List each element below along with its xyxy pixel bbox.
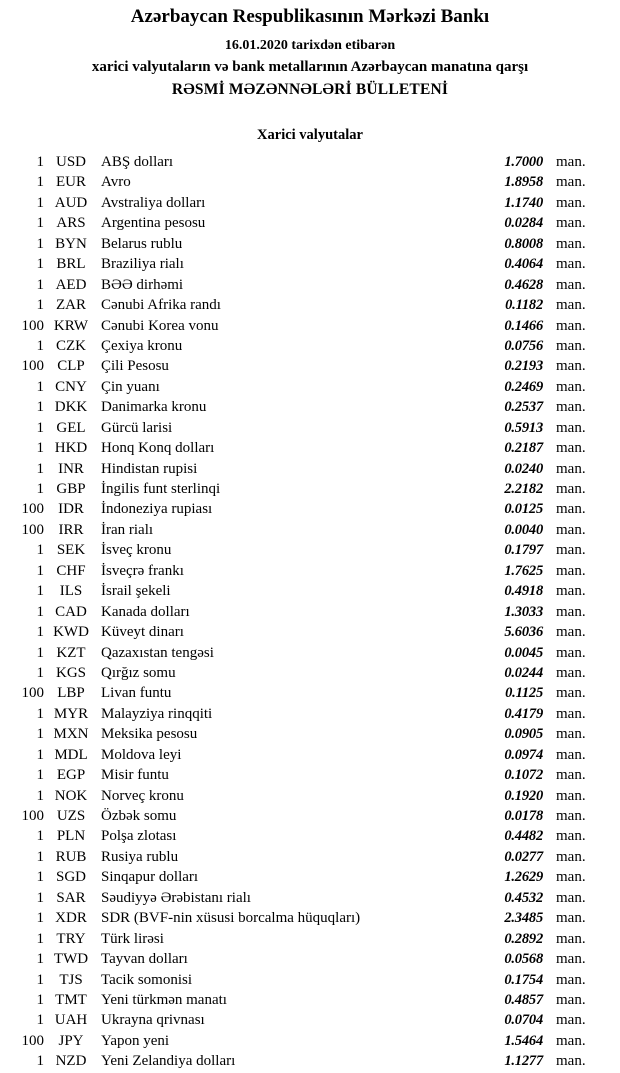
rate-value: 1.8958: [504, 174, 543, 191]
rate-quantity: 1: [36, 664, 44, 681]
rate-quantity: 1: [36, 869, 44, 886]
currency-name: Yapon yeni: [101, 1032, 170, 1049]
currency-name: Yeni türkmən manatı: [101, 991, 227, 1008]
currency-code: BRL: [56, 256, 86, 273]
rate-unit: man.: [556, 276, 586, 293]
currency-code: CLP: [57, 358, 85, 375]
rate-row: [0, 1010, 592, 1030]
currency-name: Çin yuanı: [101, 378, 160, 395]
currency-code: JPY: [58, 1032, 84, 1049]
rate-unit: man.: [556, 542, 586, 559]
rate-unit: man.: [556, 767, 586, 784]
rate-value: 0.4857: [504, 991, 543, 1008]
rate-value: 1.5464: [504, 1032, 543, 1049]
rates-table: [0, 152, 620, 1072]
currency-name: Avstraliya dolları: [101, 194, 206, 211]
rate-value: 0.4918: [504, 583, 543, 600]
rate-row: [0, 602, 592, 622]
rate-value: 0.0756: [504, 337, 543, 354]
bulletin-title: RƏSMİ MƏZƏNNƏLƏRİ BÜLLETENİ: [171, 81, 449, 98]
rate-quantity: 100: [21, 521, 44, 538]
rate-value: 0.0974: [504, 746, 543, 763]
rate-row: [0, 786, 592, 806]
subject-line: xarici valyutaların və bank metallarının Azərbaycan manatına qarşı: [91, 59, 529, 75]
rate-row: [0, 1031, 592, 1051]
rate-quantity: 1: [36, 991, 44, 1008]
currency-code: IRR: [58, 521, 84, 538]
currency-code: MXN: [53, 726, 89, 743]
currency-name: İsveç kronu: [101, 542, 172, 559]
rate-row: [0, 336, 592, 356]
rate-unit: man.: [556, 971, 586, 988]
rate-value: 0.8008: [504, 235, 543, 252]
rate-quantity: 1: [36, 848, 44, 865]
rate-unit: man.: [556, 583, 586, 600]
rate-row: [0, 663, 592, 683]
rate-quantity: 100: [21, 1032, 44, 1049]
rate-unit: man.: [556, 808, 586, 824]
rate-quantity: 1: [36, 787, 44, 804]
currency-code: KZT: [56, 644, 86, 661]
rate-quantity: 100: [21, 317, 44, 334]
currency-code: KWD: [53, 624, 89, 641]
rate-row: [0, 867, 592, 887]
currency-name: Sinqapur dolları: [101, 869, 199, 886]
rate-unit: man.: [556, 705, 586, 722]
rate-row: [0, 540, 592, 560]
rate-unit: man.: [556, 1053, 586, 1070]
currency-name: İngilis funt sterlinqi: [101, 481, 221, 497]
rate-unit: man.: [556, 440, 586, 457]
rate-row: [0, 438, 592, 458]
currency-code: ZAR: [56, 297, 86, 314]
rate-value: 0.1754: [504, 971, 543, 988]
rate-unit: man.: [556, 1032, 586, 1049]
rate-unit: man.: [556, 154, 586, 170]
rate-quantity: 1: [36, 624, 44, 641]
currency-name: Gürcü larisi: [101, 419, 173, 436]
currency-name: Argentina pesosu: [101, 215, 206, 232]
rate-row: [0, 316, 592, 336]
rate-value: 1.1277: [504, 1053, 543, 1070]
rate-value: 1.7000: [504, 154, 543, 170]
rate-unit: man.: [556, 501, 586, 518]
rate-unit: man.: [556, 337, 586, 354]
rate-unit: man.: [556, 889, 586, 906]
currency-name: Meksika pesosu: [101, 726, 198, 743]
currency-code: CNY: [55, 378, 87, 395]
rate-value: 1.7625: [504, 562, 543, 579]
rate-unit: man.: [556, 297, 586, 314]
rate-quantity: 1: [36, 460, 44, 477]
rate-value: 0.0125: [504, 501, 543, 518]
rate-row: [0, 683, 592, 703]
currency-name: Qırğız somu: [101, 664, 176, 681]
currency-code: UZS: [56, 808, 86, 824]
rate-quantity: 1: [36, 378, 44, 395]
rate-unit: man.: [556, 481, 586, 497]
currency-code: INR: [58, 460, 84, 477]
rate-quantity: 1: [36, 828, 44, 845]
currency-code: UAH: [54, 1012, 88, 1029]
currency-name: Avro: [101, 174, 131, 191]
currency-name: Rusiya rublu: [101, 848, 179, 865]
rate-quantity: 1: [36, 971, 44, 988]
rate-value: 0.1797: [504, 542, 543, 559]
currency-name: Belarus rublu: [101, 235, 183, 252]
rate-value: 0.0240: [504, 460, 543, 477]
rate-value: 0.0704: [504, 1012, 543, 1029]
rate-unit: man.: [556, 644, 586, 661]
rate-value: 0.4179: [504, 705, 543, 722]
rate-quantity: 1: [36, 174, 44, 191]
currency-code: CHF: [56, 562, 86, 579]
rate-quantity: 1: [36, 583, 44, 600]
rate-value: 2.3485: [504, 910, 543, 927]
rate-row: [0, 622, 592, 642]
rate-row: [0, 970, 592, 990]
currency-name: Türk lirəsi: [101, 930, 164, 947]
rate-row: [0, 377, 592, 397]
rate-value: 0.4482: [504, 828, 543, 845]
rate-row: [0, 724, 592, 744]
currency-name: Səudiyyə Ərəbistanı rialı: [101, 889, 251, 906]
rate-quantity: 1: [36, 542, 44, 559]
currency-name: Misir funtu: [101, 767, 169, 784]
currency-code: NZD: [55, 1053, 87, 1070]
currency-code: SAR: [56, 889, 86, 906]
currency-code: ILS: [59, 583, 83, 600]
rate-value: 0.1182: [505, 297, 543, 314]
rate-row: [0, 479, 592, 499]
rate-quantity: 1: [36, 746, 44, 763]
currency-code: GBP: [56, 481, 86, 497]
rate-unit: man.: [556, 828, 586, 845]
rate-quantity: 1: [36, 297, 44, 314]
currency-name: Özbək somu: [101, 808, 177, 824]
currency-code: EUR: [56, 174, 86, 191]
rate-quantity: 1: [36, 644, 44, 661]
rate-row: [0, 499, 592, 519]
rate-value: 0.1125: [505, 685, 543, 702]
rate-quantity: 100: [21, 358, 44, 375]
currency-code: MDL: [54, 746, 88, 763]
rate-row: [0, 295, 592, 315]
currency-code: USD: [55, 154, 86, 170]
currency-name: İsveçrə frankı: [101, 562, 184, 579]
rate-row: [0, 826, 592, 846]
rate-row: [0, 459, 592, 479]
rate-value: 1.3033: [504, 603, 543, 620]
currency-code: HKD: [54, 440, 88, 457]
rate-row: [0, 908, 592, 928]
currency-code: MYR: [53, 705, 89, 722]
currency-code: BYN: [55, 235, 87, 252]
currency-code: TRY: [56, 930, 86, 947]
rate-unit: man.: [556, 848, 586, 865]
rate-unit: man.: [556, 910, 586, 927]
rate-row: [0, 213, 592, 233]
rate-row: [0, 1051, 592, 1071]
currency-code: TWD: [53, 951, 89, 968]
rate-quantity: 1: [36, 440, 44, 457]
rate-value: 0.2469: [504, 378, 543, 395]
currency-code: DKK: [54, 399, 88, 416]
rate-quantity: 1: [36, 705, 44, 722]
currency-code: SEK: [56, 542, 86, 559]
rate-unit: man.: [556, 399, 586, 416]
rate-unit: man.: [556, 235, 586, 252]
rate-value: 1.2629: [504, 869, 543, 886]
currency-name: Hindistan rupisi: [101, 460, 198, 477]
rate-row: [0, 888, 592, 908]
rate-value: 0.0277: [504, 848, 543, 865]
rate-row: [0, 561, 592, 581]
rate-value: 0.2193: [504, 358, 543, 375]
currency-code: CZK: [56, 337, 86, 354]
rate-quantity: 1: [36, 235, 44, 252]
currency-name: SDR (BVF-nin xüsusi borcalma hüquqları): [101, 910, 361, 927]
currency-name: Cənubi Korea vonu: [101, 317, 219, 334]
currency-code: AUD: [54, 194, 88, 211]
rate-value: 1.1740: [504, 194, 543, 211]
rate-unit: man.: [556, 460, 586, 477]
rate-row: [0, 990, 592, 1010]
currency-code: EGP: [56, 767, 86, 784]
currency-code: SGD: [55, 869, 86, 886]
currency-name: Tacik somonisi: [101, 971, 193, 988]
currency-code: PLN: [56, 828, 86, 845]
rate-value: 0.0040: [504, 521, 543, 538]
currency-code: ARS: [56, 215, 86, 232]
rate-quantity: 1: [36, 276, 44, 293]
rate-value: 0.4532: [504, 889, 543, 906]
currency-code: XDR: [55, 910, 87, 927]
rate-quantity: 1: [36, 154, 44, 170]
rate-unit: man.: [556, 787, 586, 804]
rate-unit: man.: [556, 603, 586, 620]
rate-quantity: 1: [36, 726, 44, 743]
rate-row: [0, 949, 592, 969]
rate-unit: man.: [556, 358, 586, 375]
currency-name: Polşa zlotası: [101, 828, 177, 845]
rate-quantity: 1: [36, 215, 44, 232]
rate-row: [0, 929, 592, 949]
currency-name: Malayziya rinqqiti: [101, 705, 213, 722]
rate-row: [0, 806, 592, 826]
currency-name: İsrail şekeli: [101, 583, 171, 600]
currency-code: TMT: [55, 991, 87, 1008]
rate-quantity: 1: [36, 1053, 44, 1070]
bank-title: Azərbaycan Respublikasının Mərkəzi Bankı: [130, 6, 490, 27]
currency-name: Moldova leyi: [101, 746, 182, 763]
rate-unit: man.: [556, 746, 586, 763]
rate-row: [0, 172, 592, 192]
currency-name: Qazaxıstan tengəsi: [101, 644, 214, 661]
rate-value: 0.2187: [504, 440, 543, 457]
currency-name: Küveyt dinarı: [101, 624, 184, 641]
rate-value: 0.1072: [504, 767, 543, 784]
currency-name: Ukrayna qrivnası: [101, 1012, 205, 1029]
rate-row: [0, 847, 592, 867]
currency-name: Kanada dolları: [101, 603, 190, 620]
rate-row: [0, 418, 592, 438]
currency-code: CAD: [55, 603, 87, 620]
rate-value: 0.4628: [504, 276, 543, 293]
rate-value: 2.2182: [504, 481, 543, 497]
rate-quantity: 1: [36, 1012, 44, 1029]
rate-unit: man.: [556, 1012, 586, 1029]
rate-row: [0, 397, 592, 417]
rate-quantity: 1: [36, 603, 44, 620]
currency-code: KGS: [55, 664, 86, 681]
rate-unit: man.: [556, 521, 586, 538]
currency-code: GEL: [56, 419, 86, 436]
rate-row: [0, 152, 592, 172]
rate-unit: man.: [556, 256, 586, 273]
currency-name: ABŞ dolları: [101, 154, 174, 170]
rate-value: 0.0045: [504, 644, 543, 661]
currency-name: Yeni Zelandiya dolları: [101, 1053, 236, 1070]
currency-code: NOK: [54, 787, 88, 804]
rate-value: 0.2892: [504, 930, 543, 947]
date-line: 16.01.2020 tarixdən etibarən: [224, 38, 396, 53]
rate-row: [0, 704, 592, 724]
rate-quantity: 1: [36, 337, 44, 354]
rate-quantity: 1: [36, 889, 44, 906]
rate-row: [0, 254, 592, 274]
rate-value: 0.0244: [504, 664, 543, 681]
rate-unit: man.: [556, 215, 586, 232]
currency-name: Norveç kronu: [101, 787, 184, 804]
rate-value: 5.6036: [504, 624, 543, 641]
rate-value: 0.5913: [504, 419, 543, 436]
rate-value: 0.0568: [504, 951, 543, 968]
currency-name: Çili Pesosu: [101, 358, 169, 375]
currency-name: BƏƏ dirhəmi: [101, 276, 184, 293]
rate-value: 0.0284: [504, 215, 543, 232]
rate-unit: man.: [556, 951, 586, 968]
rate-row: [0, 581, 592, 601]
rate-unit: man.: [556, 685, 586, 702]
rate-quantity: 1: [36, 256, 44, 273]
currency-code: KRW: [53, 317, 89, 334]
currency-code: RUB: [55, 848, 87, 865]
rate-quantity: 1: [36, 951, 44, 968]
currency-name: Braziliya rialı: [101, 256, 184, 273]
rate-value: 0.4064: [504, 256, 543, 273]
rate-value: 0.0905: [504, 726, 543, 743]
rate-value: 0.0178: [504, 808, 543, 824]
rate-unit: man.: [556, 869, 586, 886]
section-title: Xarici valyutalar: [257, 127, 363, 143]
currency-name: Honq Konq dolları: [101, 440, 215, 457]
rate-unit: man.: [556, 419, 586, 436]
rate-unit: man.: [556, 317, 586, 334]
rate-quantity: 100: [21, 501, 44, 518]
rate-row: [0, 193, 592, 213]
rate-quantity: 1: [36, 419, 44, 436]
rate-quantity: 1: [36, 767, 44, 784]
currency-code: AED: [55, 276, 87, 293]
rate-row: [0, 765, 592, 785]
rate-unit: man.: [556, 930, 586, 947]
currency-code: IDR: [58, 501, 84, 518]
rate-row: [0, 356, 592, 376]
currency-name: Danimarka kronu: [101, 399, 207, 416]
currency-name: Çexiya kronu: [101, 337, 183, 354]
rate-row: [0, 275, 592, 295]
currency-name: Tayvan dolları: [101, 951, 188, 968]
rate-unit: man.: [556, 174, 586, 191]
rate-unit: man.: [556, 624, 586, 641]
rate-quantity: 1: [36, 194, 44, 211]
currency-name: İran rialı: [101, 521, 154, 538]
rate-unit: man.: [556, 194, 586, 211]
rate-unit: man.: [556, 991, 586, 1008]
rate-quantity: 100: [21, 808, 44, 824]
rate-row: [0, 520, 592, 540]
currency-code: LBP: [57, 685, 85, 702]
rate-value: 0.2537: [504, 399, 543, 416]
rate-unit: man.: [556, 664, 586, 681]
currency-name: İndoneziya rupiası: [101, 501, 213, 518]
rate-value: 0.1466: [504, 317, 543, 334]
currency-name: Cənubi Afrika randı: [101, 297, 221, 314]
rate-row: [0, 745, 592, 765]
rate-quantity: 1: [36, 562, 44, 579]
rate-quantity: 1: [36, 910, 44, 927]
rate-unit: man.: [556, 726, 586, 743]
rate-value: 0.1920: [504, 787, 543, 804]
rate-quantity: 100: [21, 685, 44, 702]
rate-unit: man.: [556, 562, 586, 579]
rate-quantity: 1: [36, 481, 44, 497]
rate-unit: man.: [556, 378, 586, 395]
rate-row: [0, 234, 592, 254]
rate-quantity: 1: [36, 399, 44, 416]
rate-quantity: 1: [36, 930, 44, 947]
currency-code: TJS: [59, 971, 83, 988]
currency-name: Livan funtu: [101, 685, 172, 702]
rate-row: [0, 643, 592, 663]
